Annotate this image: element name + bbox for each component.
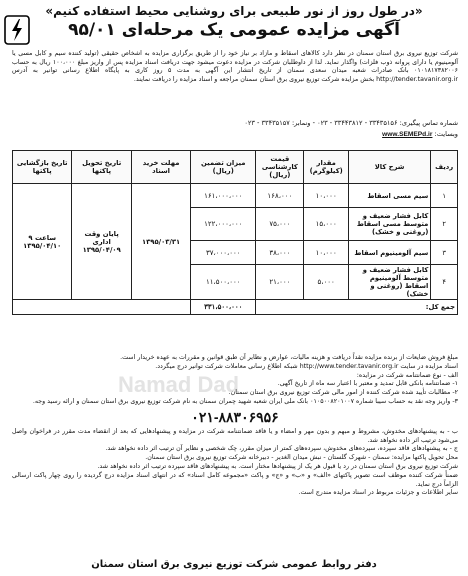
delivery-value: پایان وقت اداری ۱۳۹۵/۰۴/۰۹ bbox=[72, 184, 131, 300]
table-header-row bbox=[13, 151, 458, 184]
item-qty: ۱۰،۰۰۰ bbox=[304, 241, 348, 265]
slogan: «در طول روز از نور طبیعی برای روشنایی محیط استفاده کنیم» bbox=[45, 4, 423, 18]
note-invalid-deposits: ج - به پیشنهادهای فاقد سپرده، سپرده‌های مخدوش، سپرده‌های کمتر از میزان مقرر، چک شخصی و نظایر آن ترتیب اثر داده نخواهد شد. bbox=[105, 445, 458, 453]
total-empty bbox=[13, 300, 191, 315]
opening-value: ساعت ۹ ۱۳۹۵/۰۴/۱۰ bbox=[13, 184, 72, 300]
total-value: ۳۳۱،۵۰۰،۰۰۰ bbox=[191, 300, 256, 315]
note-other: سایر اطلاعات و جزئیات مربوط در اسناد مزایده مندرج است. bbox=[298, 489, 458, 497]
row-number: ۲ bbox=[431, 208, 458, 241]
buy-deadline-value: ۱۳۹۵/۰۳/۳۱ bbox=[131, 184, 190, 300]
item-deposit: ۱۱،۵۰۰،۰۰۰ bbox=[191, 265, 256, 300]
note-rights: شرکت توزیع نیروی برق استان سمنان در رد یا قبول هر یک از پیشنهادها مختار است. به پیشنهادهای فاقد سپرده ترتیب اثر داده نخواهد شد. bbox=[97, 462, 458, 470]
watermark: Namad Dad bbox=[118, 372, 240, 397]
col-row: ردیف bbox=[431, 151, 458, 184]
item-name: کابل فشار ضعیف و متوسط آلومینیوم اسقاط (روغنی و خشک) bbox=[348, 265, 430, 300]
row-number: ۴ bbox=[431, 265, 458, 300]
footer-signature: دفتر روابط عمومی شرکت توزیع نیروی برق استان سمنان bbox=[91, 559, 377, 570]
table-row bbox=[13, 184, 458, 208]
col-buy-deadline: مهلت خرید اسناد bbox=[131, 151, 190, 184]
item-deposit: ۱۲۲،۰۰۰،۰۰۰ bbox=[191, 208, 256, 241]
note-guarantee-heading: الف - نوع ضمانتنامه شرکت در مزایده: bbox=[356, 371, 458, 379]
intro-paragraph: شرکت توزیع نیروی برق استان سمنان در نظر دارد کالاهای اسقاط و مازاد بر نیاز خود را از طریق برگزاری مزایده به اشخاص حقیقی (تولید کننده سیم و کابل مسی یا آلومینیوم یا دارای پروانه ذوب فلزات) واگذار نماید. لذا از داوطلبان شرکت در مزایده دعوت میشود جهت دریافت اسناد مزایده پس از واریز مبلغ ۱۰۰،۰۰۰ ریال به حساب ۰۱۰۱۸۱۷۳۸۲۰۰۶ بانک صادرات شعبه میدان سعدی سمنان از تاریخ انتشار این آگهی به مدت ۵ روز کاری به پایگاه اطلاع رسانی توانیر به آدرس http://tender.tavanir.org.ir بخش مزایده شرکت توزیع نیروی برق استان سمنان مراجعه و اسناد مزایده را دریافت نمایند. bbox=[12, 50, 459, 84]
col-deposit: میزان تضمین (ریال) bbox=[191, 151, 256, 184]
note-guarantee-3: ۳- واریز وجه نقد به حساب سیبا شماره ۰۱۰۵۰۰۸۲۰۱۰۰۷ بانک ملی ایران شعبه شهید چمران سمنان به نام شرکت توزیع نیروی برق استان سمنان و ارائه رسید وجه. bbox=[32, 397, 458, 405]
item-price: ۳۸،۰۰۰ bbox=[256, 241, 304, 265]
item-price: ۷۵،۰۰۰ bbox=[256, 208, 304, 241]
item-price: ۲۱،۰۰۰ bbox=[256, 265, 304, 300]
item-price: ۱۶۸،۰۰۰ bbox=[256, 184, 304, 208]
contact-info bbox=[12, 118, 458, 140]
note-docs-site: اسناد مزایده در سایت http://www.tender.tavanir.org.ir شبکه اطلاع رسانی معاملات شرکت توانیر درج میگردد. bbox=[155, 362, 458, 370]
page-title: آگهی مزایده عمومی یک مرحله‌ای ۹۵/۰۱ bbox=[68, 20, 400, 40]
items-table bbox=[12, 150, 458, 315]
phone-numbers: شماره تماس پیگیری: ۳۳۴۳۵۱۵۶ - ۳۳۴۴۳۸۱۲ - ۰۲۳ - ونمابر: ۳۳۴۳۵۱۵۷ - ۰۲۳ bbox=[244, 119, 458, 127]
item-qty: ۵،۰۰۰ bbox=[304, 265, 348, 300]
item-qty: ۱۰،۰۰۰ bbox=[304, 184, 348, 208]
website-link[interactable]: www.SEMEPd.ir bbox=[382, 131, 433, 138]
note-guarantee-1: ۱- ضمانتنامه بانکی قابل تمدید و معتبر با اعتبار سه ماه از تاریخ آگهی. bbox=[277, 380, 458, 388]
note-invalid-bids: ب - به پیشنهادهای مخدوش، مشروط و مبهم و بدون مهر و امضاء و یا فاقد ضمانتنامه شرکت در مزایده و پیشنهادهایی که بعد از انقضاء مدت مقرر در فراخوان واصل می‌شود ترتیب اثر داده نخواهد شد. bbox=[12, 427, 458, 444]
note-payment: مبلغ فروش ضایعات از برنده مزایده نقداً دریافت و هزینه مالیات، عوارض و نظایر آن طبق قوانین و مقررات به عهده خریدار است. bbox=[120, 354, 458, 361]
col-opening: تاریخ بازگشایی پاکتها bbox=[13, 151, 72, 184]
website-line bbox=[12, 129, 458, 140]
row-number: ۱ bbox=[431, 184, 458, 208]
item-name: کابل فشار ضعیف و متوسط مسی اسقاط (روغنی و خشک) bbox=[348, 208, 430, 241]
item-deposit: ۳۷،۰۰۰،۰۰۰ bbox=[191, 241, 256, 265]
item-deposit: ۱۶۱،۰۰۰،۰۰۰ bbox=[191, 184, 256, 208]
item-qty: ۱۵،۰۰۰ bbox=[304, 208, 348, 241]
col-delivery: تاریخ تحویل پاکتها bbox=[72, 151, 131, 184]
note-delivery-place: محل تحویل پاکتها مزایده: سمنان - شهرک گلستان - نبش میدان الغدیر - دبیرخانه شرکت توزیع نیروی برق استان سمنان. bbox=[145, 454, 458, 462]
big-phone-number: ۰۲۱-۸۸۳۰۶۹۵۶ bbox=[191, 408, 279, 425]
note-envelopes: ضمناً شرکت کننده موظف است تصویر پاکتهای «الف» و «ب» و «ج» و پاکت «مجموعه کامل اسناد» که در انتهای اسناد مزایده درج گردیده را روی چهار پاکت ارسالی الزاماً درج نماید. bbox=[12, 471, 458, 488]
item-name: سیم آلومینیوم اسقاط bbox=[348, 241, 430, 265]
website-label: وبسایت: bbox=[434, 130, 458, 138]
note-guarantee-2: ۲- مطالبات تأیید شده شرکت کننده از امور مالی شرکت توزیع نیروی برق استان سمنان. bbox=[228, 389, 458, 397]
col-qty: مقدار (کیلوگرم) bbox=[304, 151, 348, 184]
total-label: جمع کل: bbox=[256, 300, 458, 315]
item-name: سیم مسی اسقاط bbox=[348, 184, 430, 208]
total-row bbox=[13, 300, 458, 315]
col-item: شرح کالا bbox=[348, 151, 430, 184]
notes bbox=[12, 354, 458, 498]
row-number: ۳ bbox=[431, 241, 458, 265]
col-price: قیمت کارشناسی (ریال) bbox=[256, 151, 304, 184]
